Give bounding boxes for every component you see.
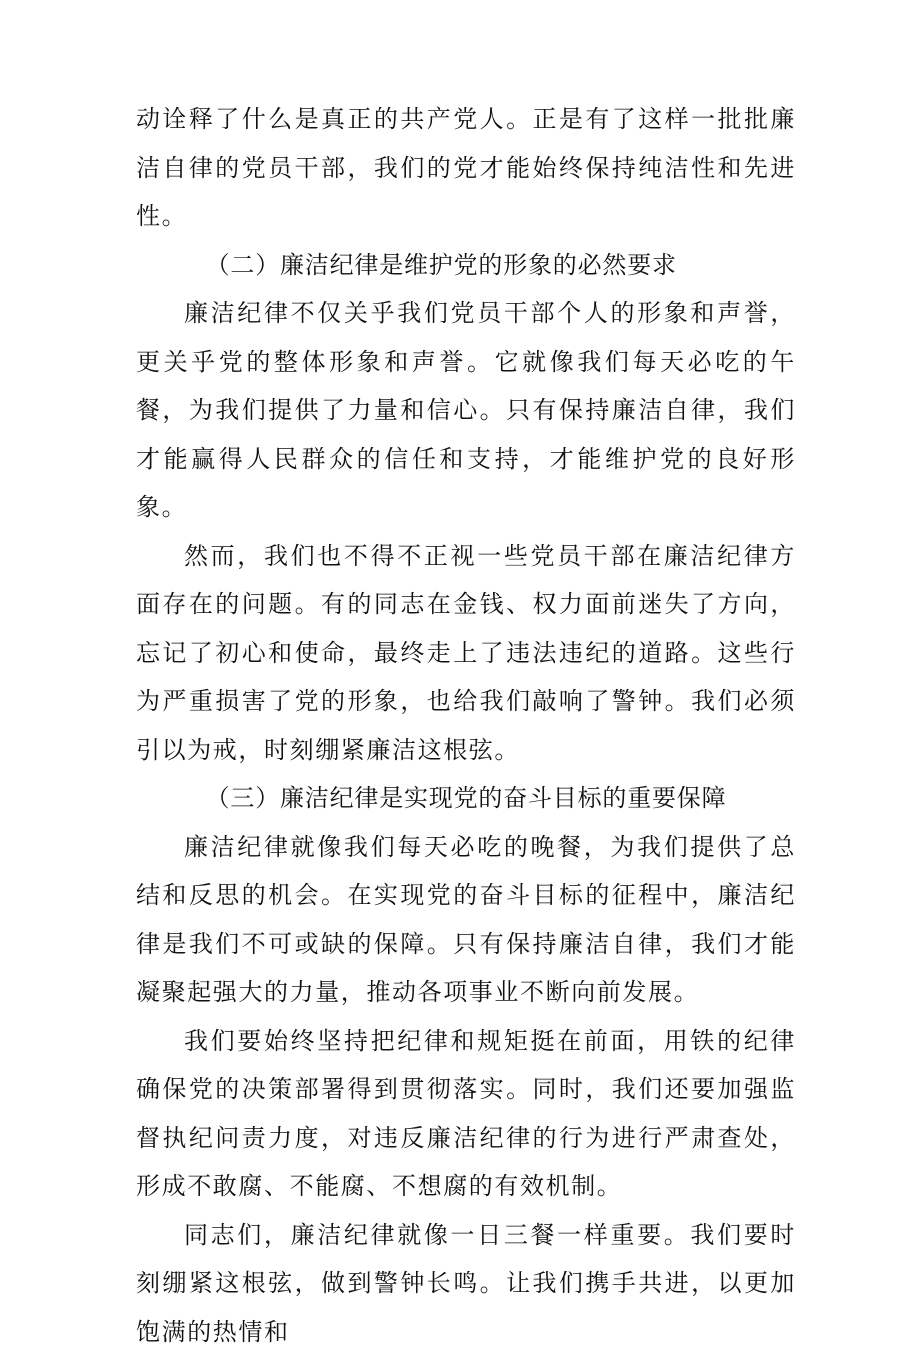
section-heading-3: （三）廉洁纪律是实现党的奋斗目标的重要保障	[136, 774, 796, 823]
paragraph: 廉洁纪律不仅关乎我们党员干部个人的形象和声誉，更关乎党的整体形象和声誉。它就像我们每天必吃的午餐，为我们提供了力量和信心。只有保持廉洁自律，我们才能赢得人民群众的信任和支持，才能维护党的良好形象。	[136, 289, 796, 532]
paragraph: 同志们，廉洁纪律就像一日三餐一样重要。我们要时刻绷紧这根弦，做到警钟长鸣。让我们携手共进，以更加饱满的热情和	[136, 1211, 796, 1356]
paragraph-continuation: 动诠释了什么是真正的共产党人。正是有了这样一批批廉洁自律的党员干部，我们的党才能始终保持纯洁性和先进性。	[136, 95, 796, 241]
document-body	[136, 95, 796, 1356]
paragraph: 然而，我们也不得不正视一些党员干部在廉洁纪律方面存在的问题。有的同志在金钱、权力面前迷失了方向，忘记了初心和使命，最终走上了违法违纪的道路。这些行为严重损害了党的形象，也给我们敲响了警钟。我们必须引以为戒，时刻绷紧廉洁这根弦。	[136, 532, 796, 775]
paragraph: 我们要始终坚持把纪律和规矩挺在前面，用铁的纪律确保党的决策部署得到贯彻落实。同时，我们还要加强监督执纪问责力度，对违反廉洁纪律的行为进行严肃查处，形成不敢腐、不能腐、不想腐的有效机制。	[136, 1017, 796, 1211]
section-heading-2: （二）廉洁纪律是维护党的形象的必然要求	[136, 241, 796, 290]
paragraph: 廉洁纪律就像我们每天必吃的晚餐，为我们提供了总结和反思的机会。在实现党的奋斗目标的征程中，廉洁纪律是我们不可或缺的保障。只有保持廉洁自律，我们才能凝聚起强大的力量，推动各项事业不断向前发展。	[136, 823, 796, 1017]
